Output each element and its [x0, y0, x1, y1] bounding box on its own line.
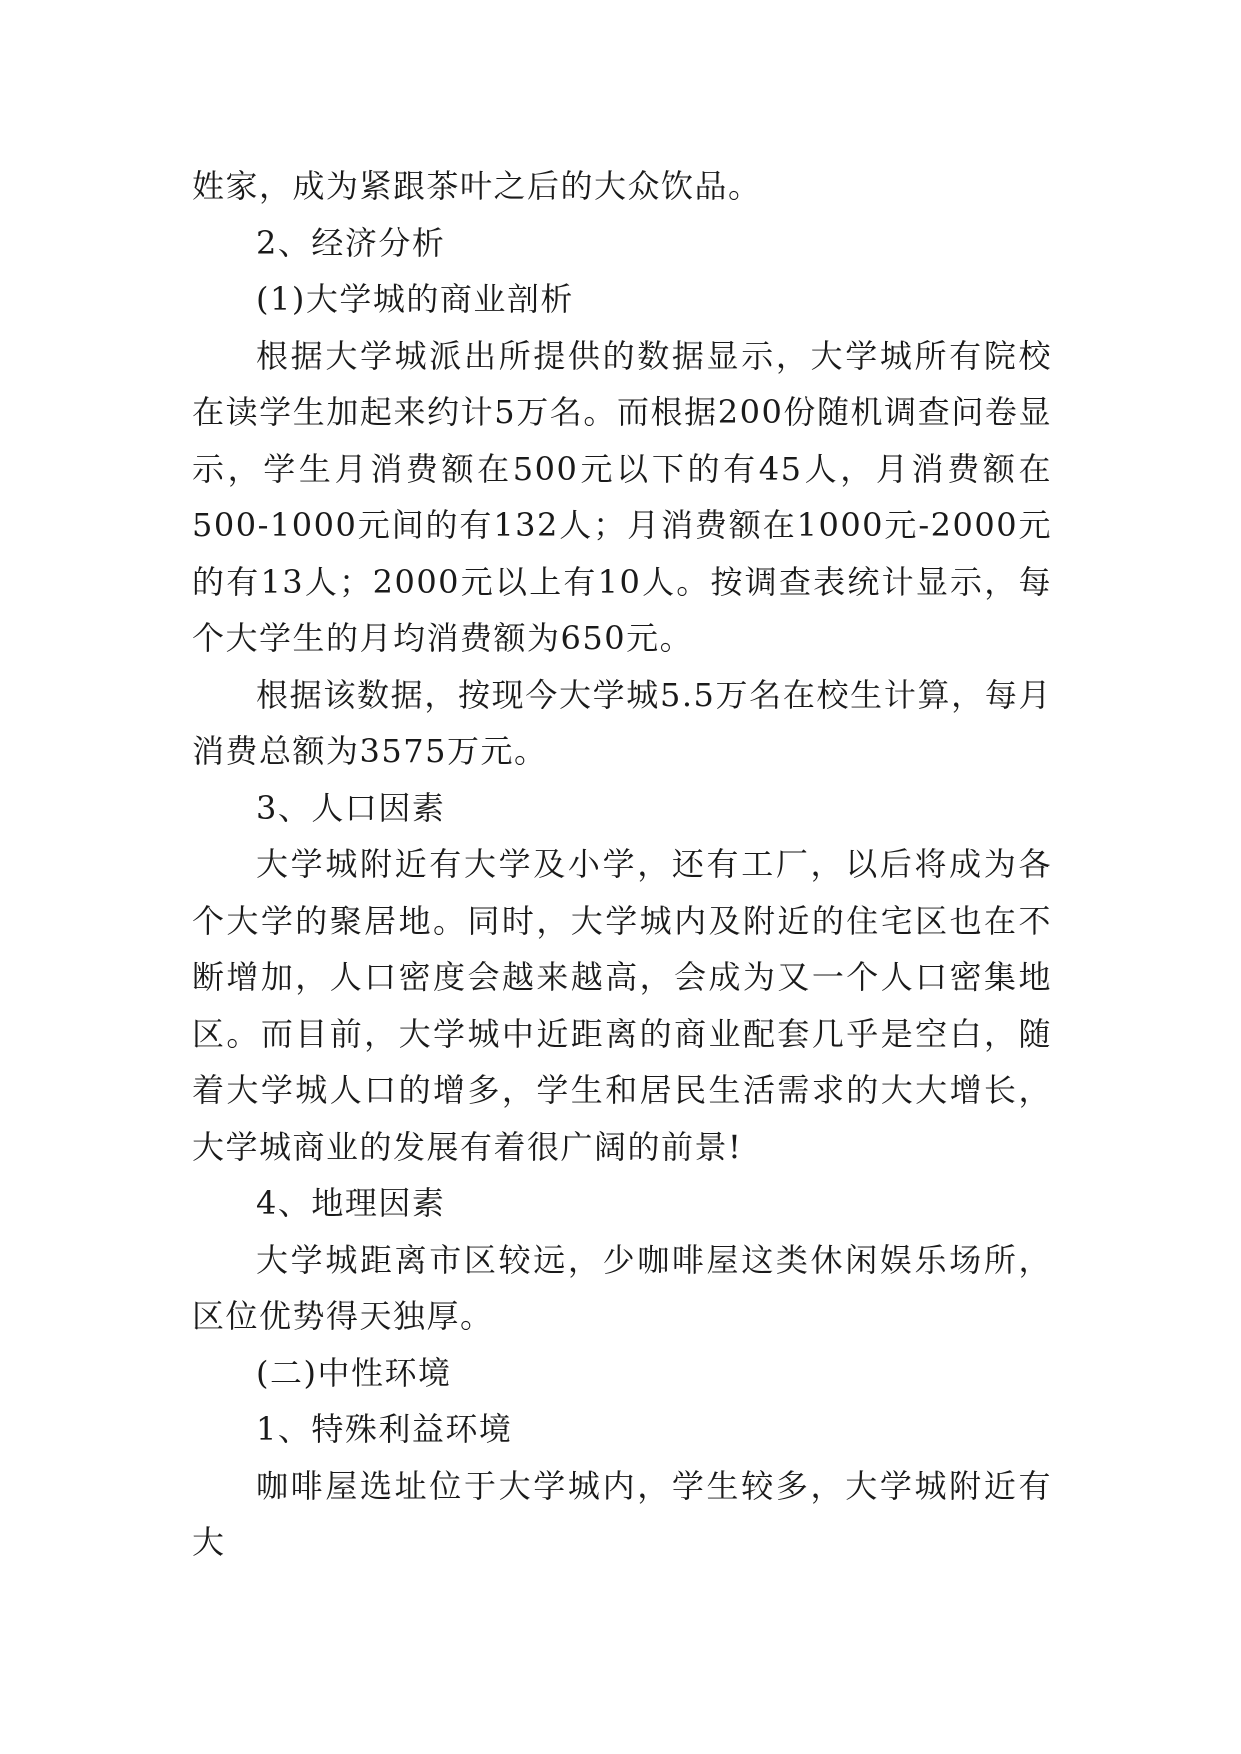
paragraph-location: 咖啡屋选址位于大学城内，学生较多，大学城附近有大 [192, 1466, 1052, 1561]
section-heading-special-interest: 1、特殊利益环境 [256, 1410, 513, 1448]
paragraph-continuation: 姓家，成为紧跟茶叶之后的大众饮品。 [192, 167, 762, 205]
paragraph-geography: 大学城距离市区较远，少咖啡屋这类休闲娱乐场所，区位优势得天独厚。 [192, 1240, 1052, 1335]
section-heading-population: 3、人口因素 [256, 788, 446, 827]
section-heading-neutral-environment: (二)中性环境 [256, 1353, 452, 1392]
subsection-heading-commercial-analysis: (1)大学城的商业剖析 [256, 280, 574, 318]
document-body [192, 158, 1052, 1571]
paragraph-total-consumption: 根据该数据，按现今大学城5.5万名在校生计算，每月消费总额为3575万元。 [192, 675, 1052, 770]
paragraph-student-consumption: 根据大学城派出所提供的数据显示，大学城所有院校在读学生加起来约计5万名。而根据200份随机调查问卷显示，学生月消费额在500元以下的有45人，月消费额在500-1000元间的有132人；月消费额在1000元-2000元的有13人；2000元以上有10人。按调查表统计显示，每个大学生的月均消费额为650元。 [192, 336, 1052, 657]
section-heading-economic-analysis: 2、经济分析 [256, 223, 446, 262]
section-heading-geography: 4、地理因素 [256, 1184, 446, 1222]
paragraph-population: 大学城附近有大学及小学，还有工厂，以后将成为各个大学的聚居地。同时，大学城内及附近的住宅区也在不断增加，人口密度会越来越高，会成为又一个人口密集地区。而目前，大学城中近距离的商业配套几乎是空白，随着大学城人口的增多，学生和居民生活需求的大大增长，大学城商业的发展有着很广阔的前景! [192, 845, 1052, 1166]
